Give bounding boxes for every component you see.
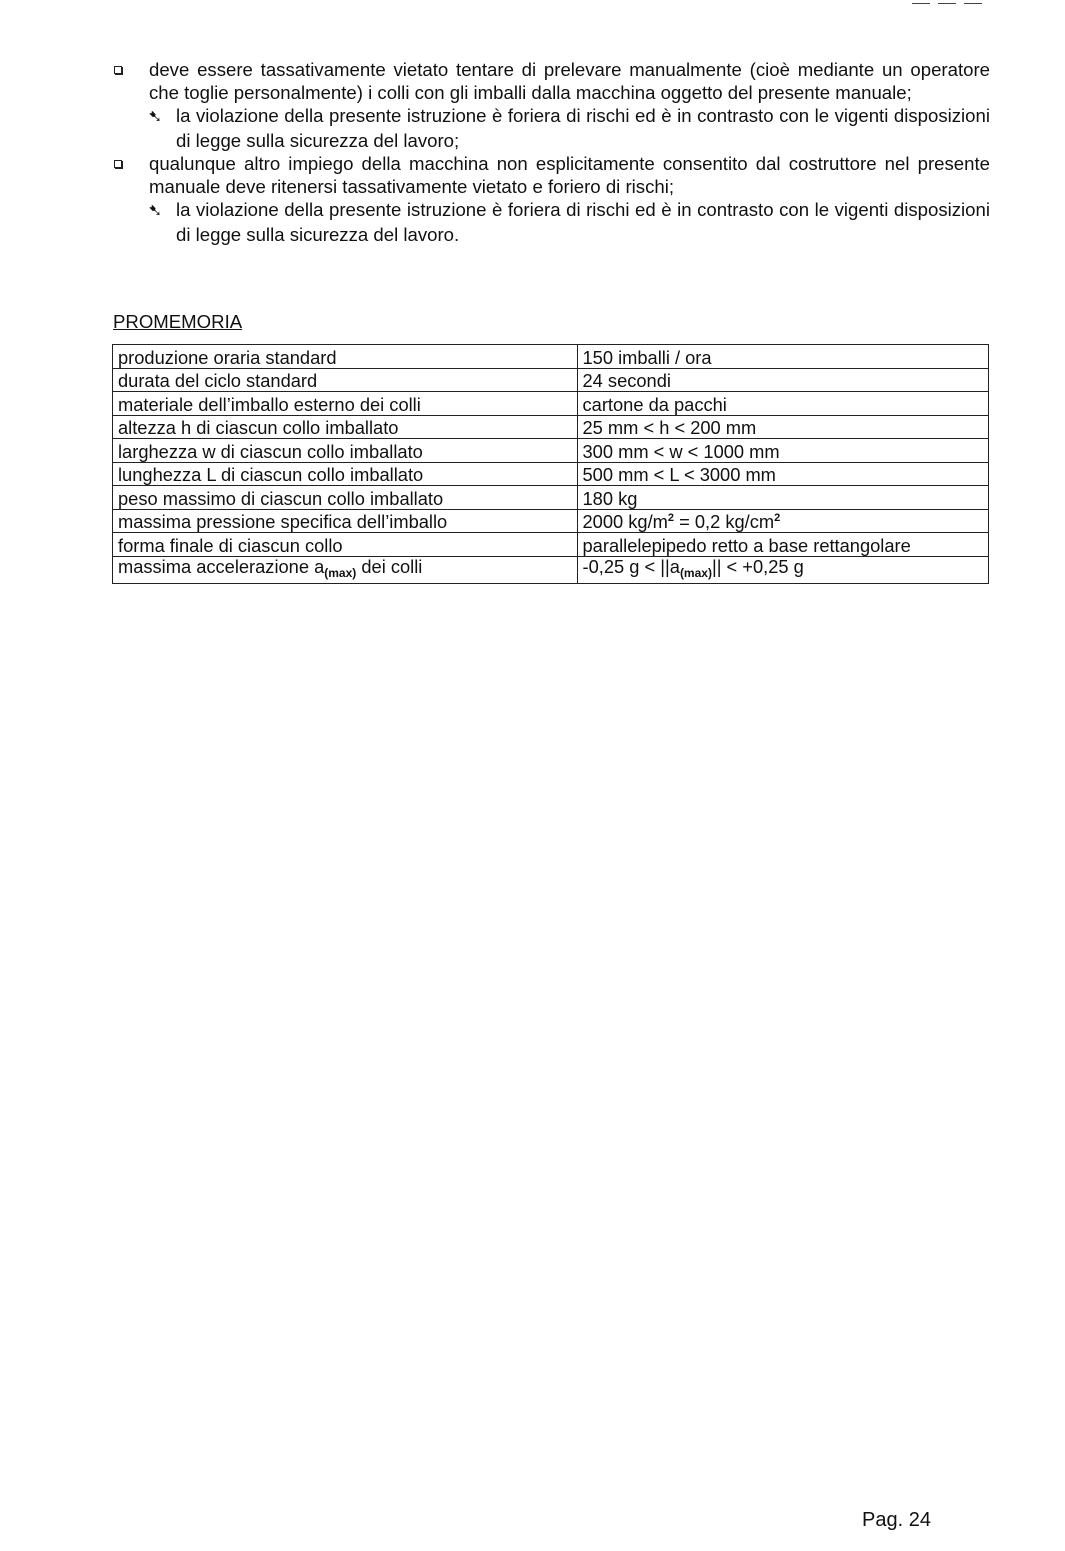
subscript: (max) [679,565,712,580]
subscript: (max) [324,565,357,580]
row-label: produzione oraria standard [113,345,578,369]
table-row [113,556,989,583]
row-value: 150 imballi / ora [577,345,988,369]
note-text: la violazione della presente istruzione è foriera di rischi ed è in contrasto con le vigenti disposizioni di legge sulla sicurezza del lavoro. [176,199,990,245]
row-value: 180 kg [577,486,988,510]
label-part: massima accelerazione a [118,556,325,577]
hand-arrow-icon: ➷ [148,201,163,221]
table-row [113,486,989,510]
row-value: 24 secondi [577,368,988,392]
row-label: peso massimo di ciascun collo imballato [113,486,578,510]
value-part: || < +0,25 g [711,556,804,577]
row-value [577,509,988,533]
row-label: forma finale di ciascun collo [113,533,578,557]
value-part: 2000 kg/m [582,511,668,532]
row-value: 25 mm < h < 200 mm [577,415,988,439]
table-row [113,533,989,557]
row-value: 300 mm < w < 1000 mm [577,439,988,463]
hand-arrow-icon: ➷ [148,107,163,127]
header-cutoff-mark [912,0,992,4]
list-item [112,152,990,198]
value-part: = 0,2 kg/cm [674,511,775,532]
promemoria-title: PROMEMORIA [113,311,243,332]
row-value: cartone da pacchi [577,392,988,416]
checkbox-bullet-icon [114,160,122,168]
table-row [113,462,989,486]
table-row [113,392,989,416]
row-value [577,556,988,583]
list-item-text: deve essere tassativamente vietato tentare di prelevare manualmente (cioè mediante un operatore che toglie personalmente) i colli con gli imballi dalla macchina oggetto del presente manuale; [149,59,990,103]
row-label: larghezza w di ciascun collo imballato [113,439,578,463]
list-item-text: qualunque altro impiego della macchina non esplicitamente consentito dal costruttore nel presente manuale deve ritenersi tassativamente vietato e foriero di rischi; [149,153,990,197]
table-row [113,509,989,533]
checkbox-bullet-icon [114,66,122,74]
promemoria-table [112,344,989,584]
row-label: materiale dell’imballo esterno dei colli [113,392,578,416]
page-number: Pag. 24 [862,1509,931,1531]
row-label [113,556,578,583]
prohibition-list [112,58,990,246]
row-label: altezza h di ciascun collo imballato [113,415,578,439]
list-item [112,58,990,104]
note-text: la violazione della presente istruzione è foriera di rischi ed è in contrasto con le vigenti disposizioni di legge sulla sicurezza del lavoro; [176,105,990,151]
label-part: dei colli [356,556,423,577]
row-value: 500 mm < L < 3000 mm [577,462,988,486]
table-row [113,415,989,439]
exponent: 2 [667,511,675,524]
row-label: lunghezza L di ciascun collo imballato [113,462,578,486]
list-item-note [112,198,990,246]
table-row [113,439,989,463]
table-row [113,345,989,369]
row-value: parallelepipedo retto a base rettangolare [577,533,988,557]
exponent: 2 [774,511,781,524]
value-part: -0,25 g < ||a [582,556,680,577]
row-label: massima pressione specifica dell’imballo [113,509,578,533]
row-label: durata del ciclo standard [113,368,578,392]
list-item-note [112,104,990,152]
table-row [113,368,989,392]
